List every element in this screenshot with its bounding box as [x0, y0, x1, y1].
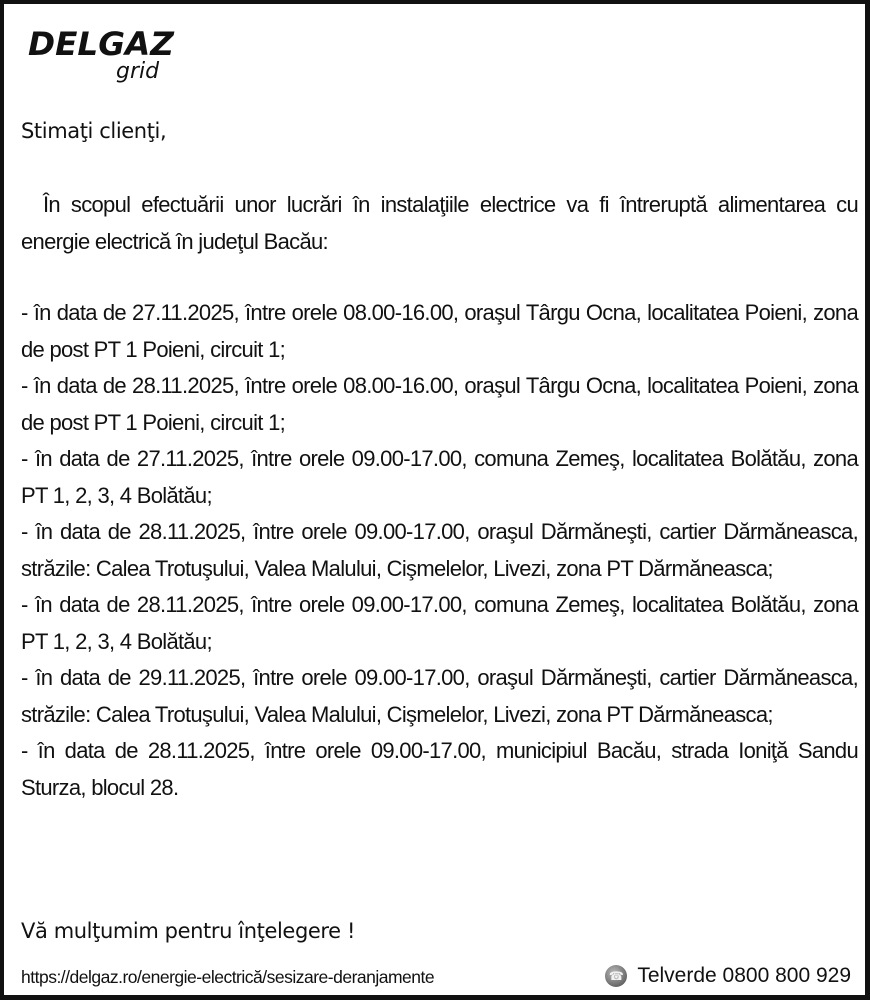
logo-subtitle: grid	[116, 59, 160, 84]
logo-wordmark: DELGAZ	[28, 25, 174, 63]
outage-item: - în data de 27.11.2025, între orele 08.00-16.00, oraşul Târgu Ocna, localitatea Poieni, zona de post PT 1 Poieni, circuit 1;	[21, 300, 858, 362]
outage-item: - în data de 28.11.2025, între orele 09.00-17.00, municipiul Bacău, strada Ioniţă Sandu Sturza, blocul 28.	[21, 738, 858, 800]
outage-item: - în data de 28.11.2025, între orele 09.00-17.00, comuna Zemeş, localitatea Bolătău, zona PT 1, 2, 3, 4 Bolătău;	[21, 592, 858, 654]
thanks-line: Vă mulţumim pentru înţelegere !	[21, 919, 355, 943]
outage-item: - în data de 27.11.2025, între orele 09.00-17.00, comuna Zemeş, localitatea Bolătău, zona PT 1, 2, 3, 4 Bolătău;	[21, 446, 858, 508]
intro-paragraph: În scopul efectuării unor lucrări în instalaţiile electrice va fi întreruptă alimentarea cu energie electrică în judeţul Bacău:	[21, 192, 858, 254]
outage-item: - în data de 28.11.2025, între orele 08.00-16.00, oraşul Târgu Ocna, localitatea Poieni, zona de post PT 1 Poieni, circuit 1;	[21, 373, 858, 435]
hotline	[605, 962, 851, 990]
report-outage-link[interactable]: https://delgaz.ro/energie-electrică/sesizare-deranjamente	[21, 967, 435, 987]
hotline-number: Telverde 0800 800 929	[637, 964, 851, 987]
outage-list	[21, 295, 858, 806]
telephone-icon	[605, 965, 627, 987]
outage-item: - în data de 28.11.2025, între orele 09.00-17.00, oraşul Dărmăneşti, cartier Dărmăneasca, străzile: Calea Trotuşului, Valea Malului, Cişmelelor, Livezi, zona PT Dărmăneasca;	[21, 519, 858, 581]
outage-item: - în data de 29.11.2025, între orele 09.00-17.00, oraşul Dărmăneşti, cartier Dărmăneasca, străzile: Calea Trotuşului, Valea Malului, Cişmelelor, Livezi, zona PT Dărmăneasca;	[21, 665, 858, 727]
greeting: Stimaţi clienţi,	[21, 119, 167, 143]
delgaz-grid-logo	[28, 26, 178, 86]
